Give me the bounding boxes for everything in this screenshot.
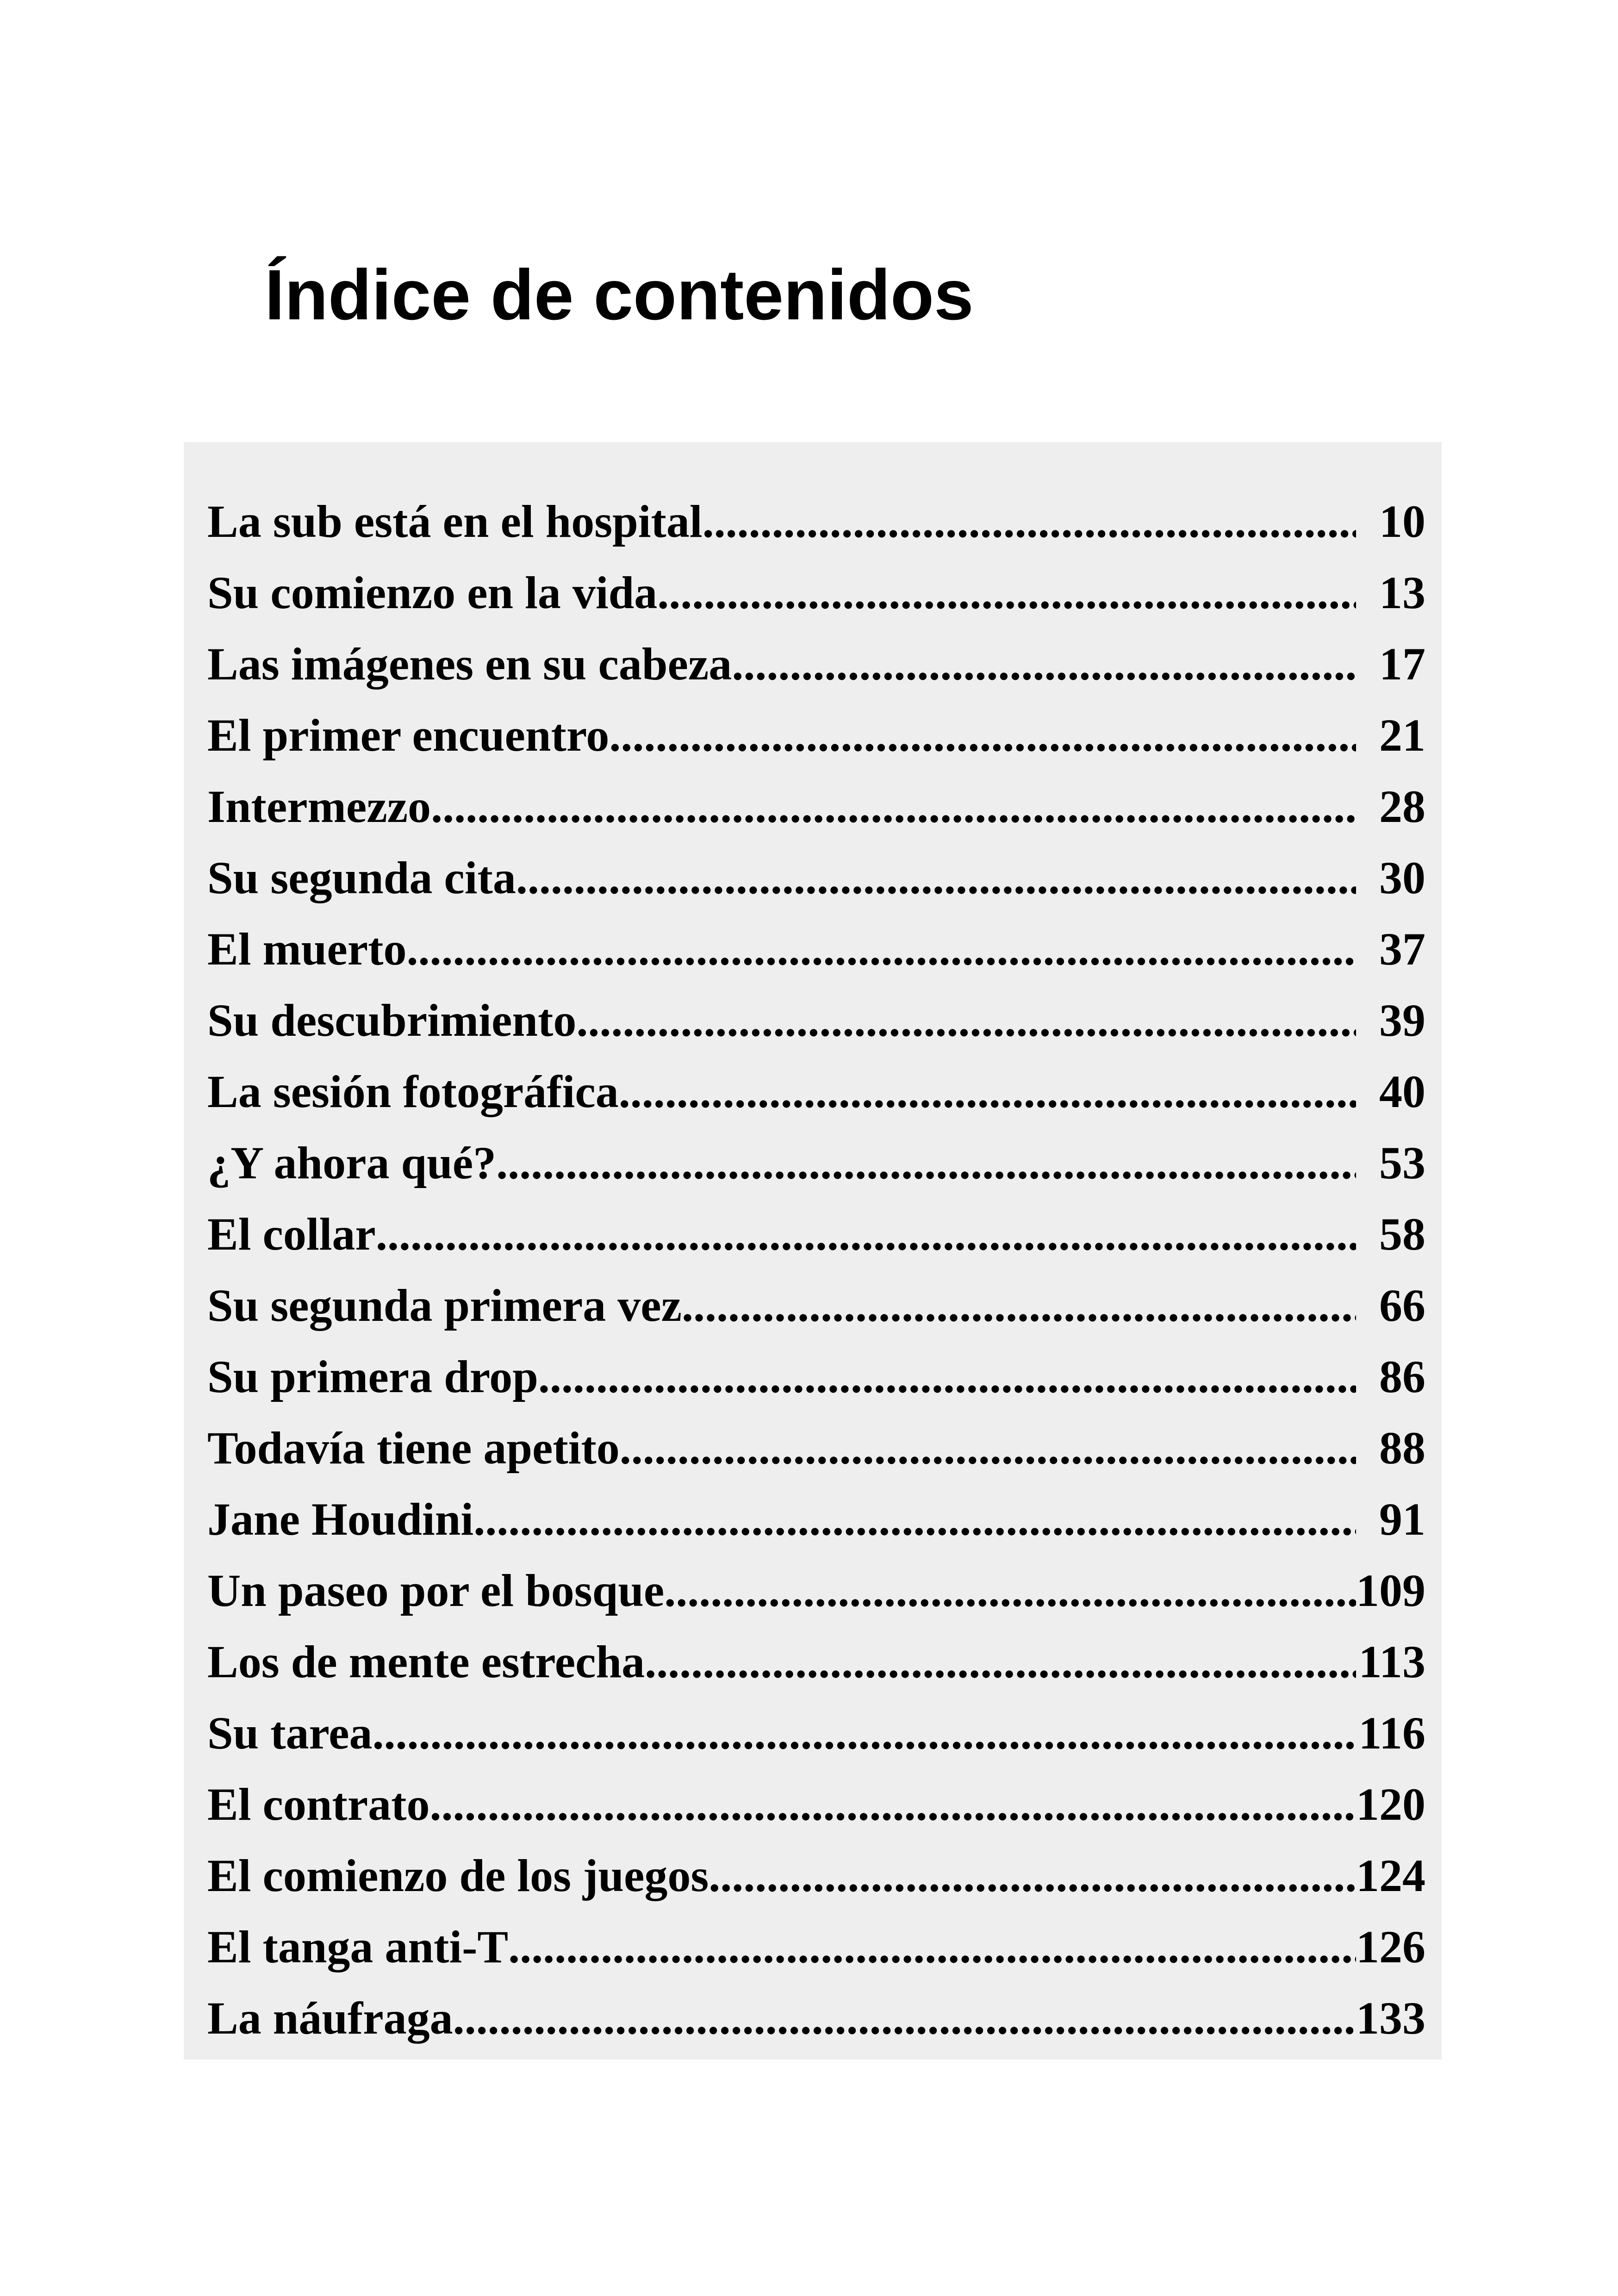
toc-entry-page-number: 66 [1379,1280,1425,1331]
toc-entry-title: Su primera drop [207,1351,538,1402]
toc-entry[interactable] [207,1270,1425,1341]
toc-entry-page-number: 17 [1379,638,1425,690]
toc-entry-title: ¿Y ahora qué? [207,1137,497,1188]
toc-entry-page-number: 53 [1379,1137,1425,1188]
toc-entry[interactable] [207,1412,1425,1484]
toc-entry-title: Su comienzo en la vida [207,567,658,618]
toc-entry-page-number: 30 [1379,852,1425,903]
toc-entry[interactable] [207,1840,1425,1911]
toc-entry[interactable] [207,914,1425,985]
toc-entry-page-number: 28 [1379,781,1425,832]
dot-leader [682,1270,1356,1341]
toc-entry-page-number: 126 [1356,1921,1425,1972]
toc-entry-page-number: 113 [1358,1636,1425,1687]
toc-entry[interactable] [207,628,1425,700]
toc-entry-title: La náufraga [207,1992,453,2044]
toc-entry[interactable] [207,557,1425,628]
toc-entry-title: Intermezzo [207,781,431,832]
dot-leader [620,1412,1356,1484]
toc-entry-title: Jane Houdini [207,1493,474,1545]
dot-leader [473,1484,1356,1555]
toc-entry-title: El tanga anti-T [207,1921,509,1972]
toc-entry[interactable] [207,1199,1425,1270]
toc-entry-title: Su segunda cita [207,852,516,903]
toc-entry[interactable] [207,700,1425,771]
toc-entry-page-number: 109 [1356,1565,1425,1616]
toc-entry-title: Su descubrimiento [207,995,577,1046]
dot-leader [609,700,1356,771]
dot-leader [703,486,1356,557]
toc-entry[interactable] [207,1484,1425,1555]
toc-entry-page-number: 37 [1379,923,1425,975]
toc-entry[interactable] [207,1626,1425,1698]
toc-entry[interactable] [207,985,1425,1056]
toc-entry-page-number: 133 [1356,1992,1425,2044]
toc-entry-page-number: 39 [1379,995,1425,1046]
toc-entry-title: El primer encuentro [207,709,610,761]
dot-leader [429,1769,1356,1840]
dot-leader [406,914,1356,985]
page-title: Índice de contenidos [265,255,974,335]
table-of-contents [207,486,1425,2054]
toc-entry-page-number: 116 [1358,1707,1425,1759]
toc-entry-title: Los de mente estrecha [207,1636,645,1687]
toc-entry-page-number: 10 [1379,496,1425,547]
toc-entry-page-number: 40 [1379,1066,1425,1117]
toc-entry-page-number: 58 [1379,1208,1425,1260]
toc-entry[interactable] [207,842,1425,914]
dot-leader [376,1199,1356,1270]
dot-leader [373,1698,1357,1769]
toc-entry[interactable] [207,1911,1425,1983]
toc-entry-title: La sub está en el hospital [207,496,703,547]
toc-entry[interactable] [207,1056,1425,1127]
dot-leader [657,557,1356,628]
toc-entry[interactable] [207,771,1425,842]
toc-entry[interactable] [207,1127,1425,1199]
dot-leader [732,628,1356,700]
toc-entry-page-number: 91 [1379,1493,1425,1545]
dot-leader [619,1056,1356,1127]
toc-entry-page-number: 13 [1379,567,1425,618]
toc-entry-title: La sesión fotográfica [207,1066,619,1117]
toc-entry-title: Un paseo por el bosque [207,1565,665,1616]
toc-entry-title: Su tarea [207,1707,373,1759]
dot-leader [508,1911,1356,1983]
toc-entry-title: El collar [207,1208,376,1260]
dot-leader [431,771,1356,842]
toc-entry-title: Su segunda primera vez [207,1280,682,1331]
toc-entry[interactable] [207,1555,1425,1626]
toc-entry-page-number: 86 [1379,1351,1425,1402]
dot-leader [516,842,1356,914]
dot-leader [645,1626,1356,1698]
toc-entry-page-number: 124 [1356,1850,1425,1901]
dot-leader [709,1840,1356,1911]
dot-leader [453,1983,1356,2054]
toc-entry[interactable] [207,1698,1425,1769]
toc-entry-title: El contrato [207,1779,430,1830]
toc-entry[interactable] [207,1769,1425,1840]
toc-entry-title: Todavía tiene apetito [207,1422,620,1474]
toc-entry-page-number: 120 [1356,1779,1425,1830]
dot-leader [576,985,1356,1056]
dot-leader [496,1127,1356,1199]
toc-entry-page-number: 88 [1379,1422,1425,1474]
dot-leader [664,1555,1356,1626]
toc-entry-title: Las imágenes en su cabeza [207,638,732,690]
toc-entry-title: El comienzo de los juegos [207,1850,709,1901]
dot-leader [538,1341,1356,1412]
toc-entry[interactable] [207,1983,1425,2054]
toc-entry[interactable] [207,486,1425,557]
toc-entry[interactable] [207,1341,1425,1412]
toc-entry-title: El muerto [207,923,407,975]
toc-entry-page-number: 21 [1379,709,1425,761]
